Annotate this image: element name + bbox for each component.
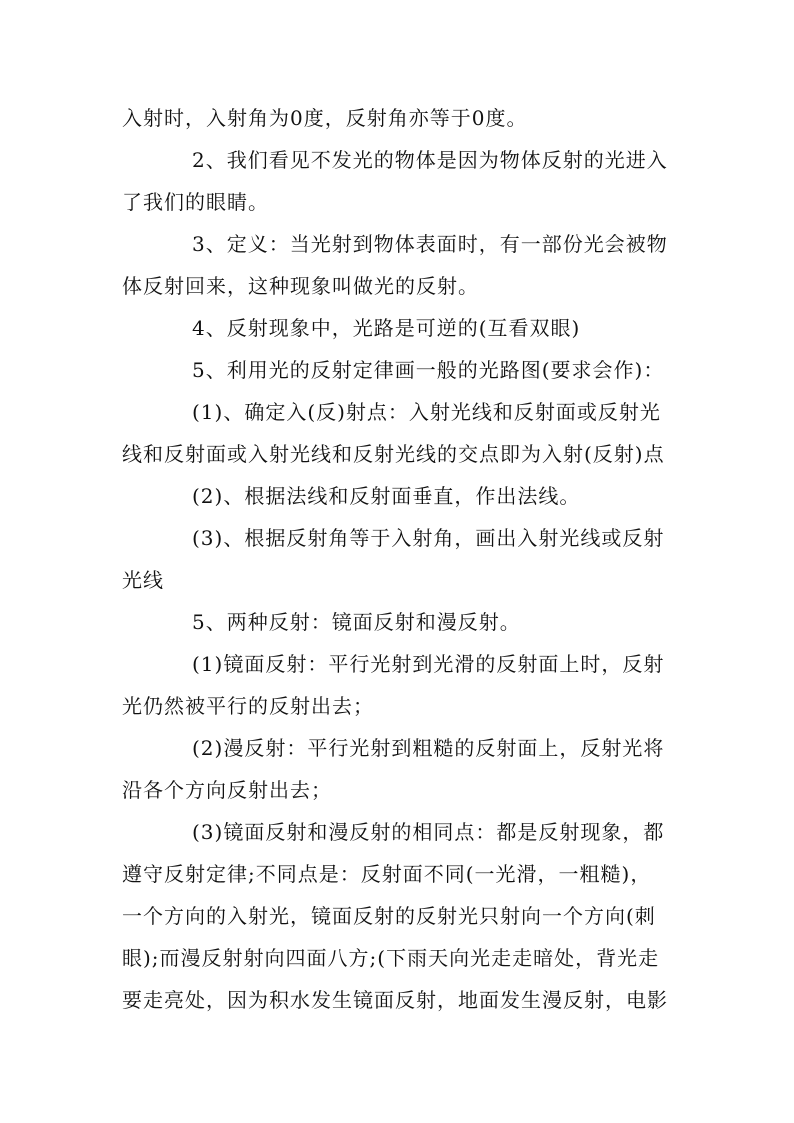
text-line: (3)、根据反射角等于入射角，画出入射光线或反射 (192, 526, 665, 550)
text-line: (2)漫反射：平行光射到粗糙的反射面上，反射光将 (192, 736, 665, 760)
text-line: 光仍然被平行的反射出去； (122, 694, 374, 718)
text-line: 入射时，入射角为0度，反射角亦等于0度。 (122, 106, 528, 130)
text-line: 体反射回来，这种现象叫做光的反射。 (122, 274, 479, 298)
text-line: 遵守反射定律;不同点是：反射面不同(一光滑，一粗糙)， (122, 862, 652, 886)
text-line: 3、定义：当光射到物体表面时，有一部份光会被物 (192, 232, 668, 256)
text-line: 了我们的眼睛。 (122, 190, 269, 214)
text-line: (3)镜面反射和漫反射的相同点：都是反射现象，都 (192, 820, 665, 844)
text-line: 光线 (122, 568, 164, 592)
text-line: 5、两种反射：镜面反射和漫反射。 (192, 610, 521, 634)
text-line: (1)镜面反射：平行光射到光滑的反射面上时，反射 (192, 652, 665, 676)
text-line: 5、利用光的反射定律画一般的光路图(要求会作)： (192, 358, 665, 382)
text-line: 沿各个方向反射出去； (122, 778, 332, 802)
text-line: (2)、根据法线和反射面垂直，作出法线。 (192, 484, 581, 508)
text-line: 一个方向的入射光，镜面反射的反射光只射向一个方向(刺 (122, 904, 656, 928)
text-line: (1)、确定入(反)射点：入射光线和反射面或反射光 (192, 400, 661, 424)
text-line: 4、反射现象中，光路是可逆的(互看双眼) (192, 316, 581, 340)
text-line: 2、我们看见不发光的物体是因为物体反射的光进入 (192, 148, 668, 172)
text-line: 眼);而漫反射射向四面八方;(下雨天向光走走暗处，背光走 (122, 946, 660, 970)
text-line: 要走亮处，因为积水发生镜面反射，地面发生漫反射，电影 (122, 988, 668, 1012)
text-line: 线和反射面或入射光线和反射光线的交点即为入射(反射)点 (122, 442, 665, 466)
